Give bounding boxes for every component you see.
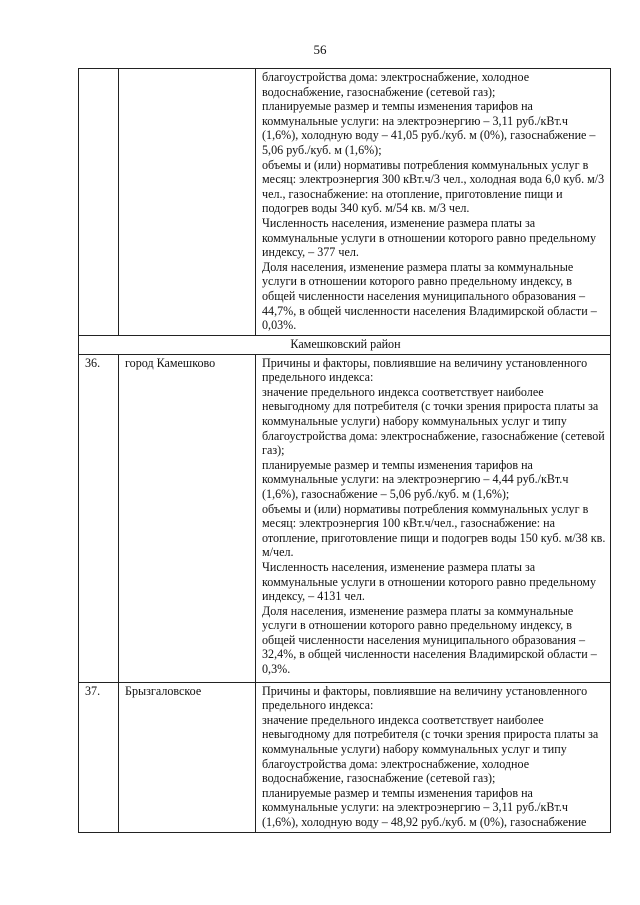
paragraph: Доля населения, изменение размера платы за коммунальные услуги в отношении которого равно предельному индексу, в общей численности населения муниципального образования – 32,4%, в общей численности населения Владимирской области – 0,3%.	[262, 603, 597, 677]
row-number: 37.	[79, 682, 119, 832]
paragraph: Численность населения, изменение размера платы за коммунальные услуги в отношении которого равно предельному индексу, – 377 чел.	[262, 215, 597, 260]
description-cell	[256, 354, 611, 682]
paragraph: значение предельного индекса соответствует наиболее невыгодному для потребителя (с точки зрения прироста платы за коммунальные услуги) набору коммунальных услуг и типу благоустройства дома: электроснабжение, газоснабжение (сетевой газ);	[262, 384, 605, 458]
paragraph: планируемые размер и темпы изменения тарифов на коммунальные услуги: на электроэнергию – 3,11 руб./кВт.ч (1,6%), холодную воду – 48,92 руб./куб. м (0%), газоснабжение	[262, 785, 587, 829]
paragraph: Причины и факторы, повлиявшие на величину установленного предельного индекса:	[262, 355, 588, 385]
tariff-table	[78, 68, 611, 833]
table-row-36	[79, 354, 611, 682]
municipality-name: город Камешково	[119, 354, 256, 682]
row-number: 36.	[79, 354, 119, 682]
paragraph: планируемые размер и темпы изменения тарифов на коммунальные услуги: на электроэнергию – 3,11 руб./кВт.ч (1,6%), холодную воду – 41,05 руб./куб. м (0%), газоснабжение – 5,06 руб./куб. м (1,6%);	[262, 99, 596, 157]
municipality-name	[119, 69, 256, 336]
paragraph: объемы и (или) нормативы потребления коммунальных услуг в месяц: электроэнергия 300 кВт.ч/3 чел., холодная вода 6,0 куб. м/3 чел., газоснабжение: на отопление, приготовление пищи и подогрев воды 340 куб. м/54 кв. м/3 чел.	[262, 157, 605, 216]
description-cell	[256, 69, 611, 336]
paragraph: благоустройства дома: электроснабжение, холодное водоснабжение, газоснабжение (сетевой газ);	[262, 70, 530, 99]
section-row	[79, 336, 611, 355]
paragraph: значение предельного индекса соответствует наиболее невыгодному для потребителя (с точки зрения прироста платы за коммунальные услуги) набору коммунальных услуг и типу благоустройства дома: электроснабжение, холодное водоснабжение, газоснабжение (сетевой газ);	[262, 712, 599, 786]
row-number	[79, 69, 119, 336]
table-row-continued	[79, 69, 611, 336]
municipality-name: Брызгаловское	[119, 682, 256, 832]
paragraph: Доля населения, изменение размера платы за коммунальные услуги в отношении которого равно предельному индексу, в общей численности населения муниципального образования – 44,7%, в общей численности населения Владимирской области – 0,03%.	[262, 259, 597, 333]
paragraph: Численность населения, изменение размера платы за коммунальные услуги в отношении которого равно предельному индексу, – 4131 чел.	[262, 559, 597, 604]
paragraph: Причины и факторы, повлиявшие на величину установленного предельного индекса:	[262, 683, 588, 713]
district-heading: Камешковский район	[79, 336, 611, 355]
paragraph: объемы и (или) нормативы потребления коммунальных услуг в месяц: электроэнергия 100 кВт.ч/чел., газоснабжение: на отопление, приготовление пищи и подогрев воды 150 куб. м/38 кв. м/чел.	[262, 501, 606, 560]
description-cell	[256, 682, 611, 832]
page-number: 56	[313, 42, 327, 57]
table-row-37	[79, 682, 611, 832]
paragraph: планируемые размер и темпы изменения тарифов на коммунальные услуги: на электроэнергию – 4,44 руб./кВт.ч (1,6%), газоснабжение – 5,06 руб./куб. м (1,6%);	[262, 457, 569, 501]
